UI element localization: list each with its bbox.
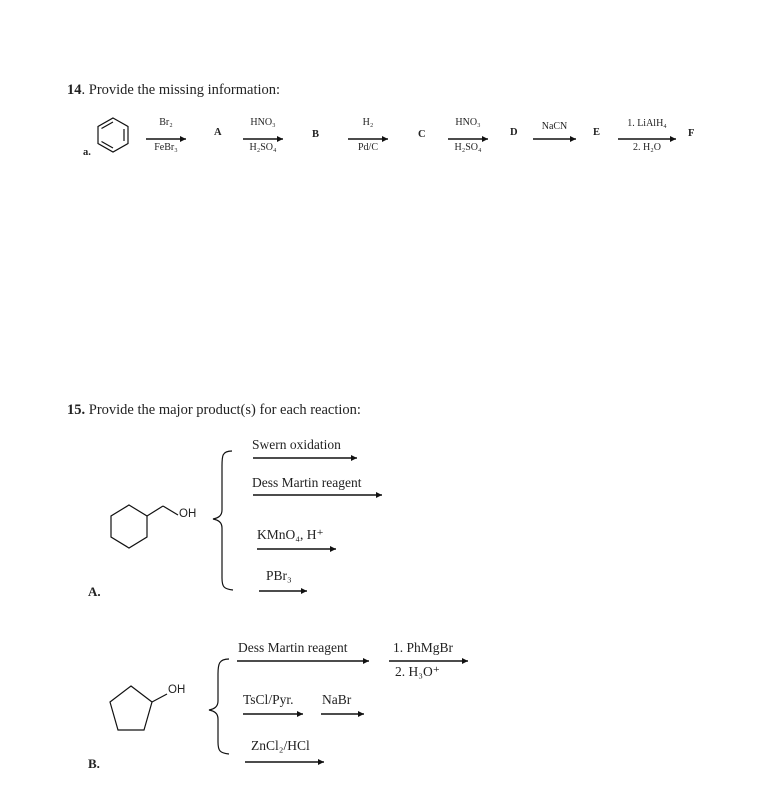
reagent-kmno4: KMnO₄, H⁺ [257,527,324,542]
oh-label-b: OH [168,684,186,696]
step1-bottom-label: FeBr₃ [154,142,178,153]
cyclohexylmethanol-structure [111,505,178,548]
compound-e: E [593,127,601,138]
compound-a: A [214,127,222,138]
step5-top-label: NaCN [541,121,568,132]
reagent-phmgbr: 1. PhMgBr [393,640,454,655]
oh-label-a: OH [179,508,197,520]
brace-b [209,659,229,754]
q15-heading [67,402,361,419]
compound-b: B [312,129,320,140]
step6-bottom-label: 2. H₂O [633,142,661,153]
reagent-dess-martin-b: Dess Martin reagent [238,640,348,655]
step4-top-label: HNO₃ [455,117,481,128]
step2-top-label: HNO₃ [250,117,276,128]
q14-part-label: a. [83,147,91,158]
brace-a [213,451,233,590]
compound-c: C [418,129,426,140]
step4-bottom-label: H₂SO₄ [454,142,482,153]
reagent-swern: Swern oxidation [252,437,341,452]
reagent-nabr: NaBr [322,692,352,707]
q14-text: . Provide the missing information: [81,82,281,98]
cyclopentanol-structure [110,686,167,730]
step3-top-label: H₂ [362,117,374,128]
reagent-dess-martin-a: Dess Martin reagent [252,475,362,490]
reagent-zncl2: ZnCl₂/HCl [251,738,310,753]
compound-f: F [688,128,695,139]
q15-text: Provide the major product(s) for each reaction: [85,402,361,418]
step3-bottom-label: Pd/C [357,142,378,153]
benzene-structure [98,118,128,152]
reagent-h3o: 2. H₃O⁺ [395,664,440,679]
reagent-pbr3: PBr₃ [266,568,292,583]
part-b-label: B. [88,756,100,771]
step1-top-label: Br₂ [159,117,173,128]
reagent-tscl: TsCl/Pyr. [243,692,294,707]
compound-d: D [510,127,518,138]
q14-number: 14 [67,82,82,98]
q15-number: 15. [67,402,86,418]
step2-bottom-label: H₂SO₄ [249,142,277,153]
part-a-label: A. [88,584,101,599]
step6-top-label: 1. LiAlH₄ [627,118,667,129]
